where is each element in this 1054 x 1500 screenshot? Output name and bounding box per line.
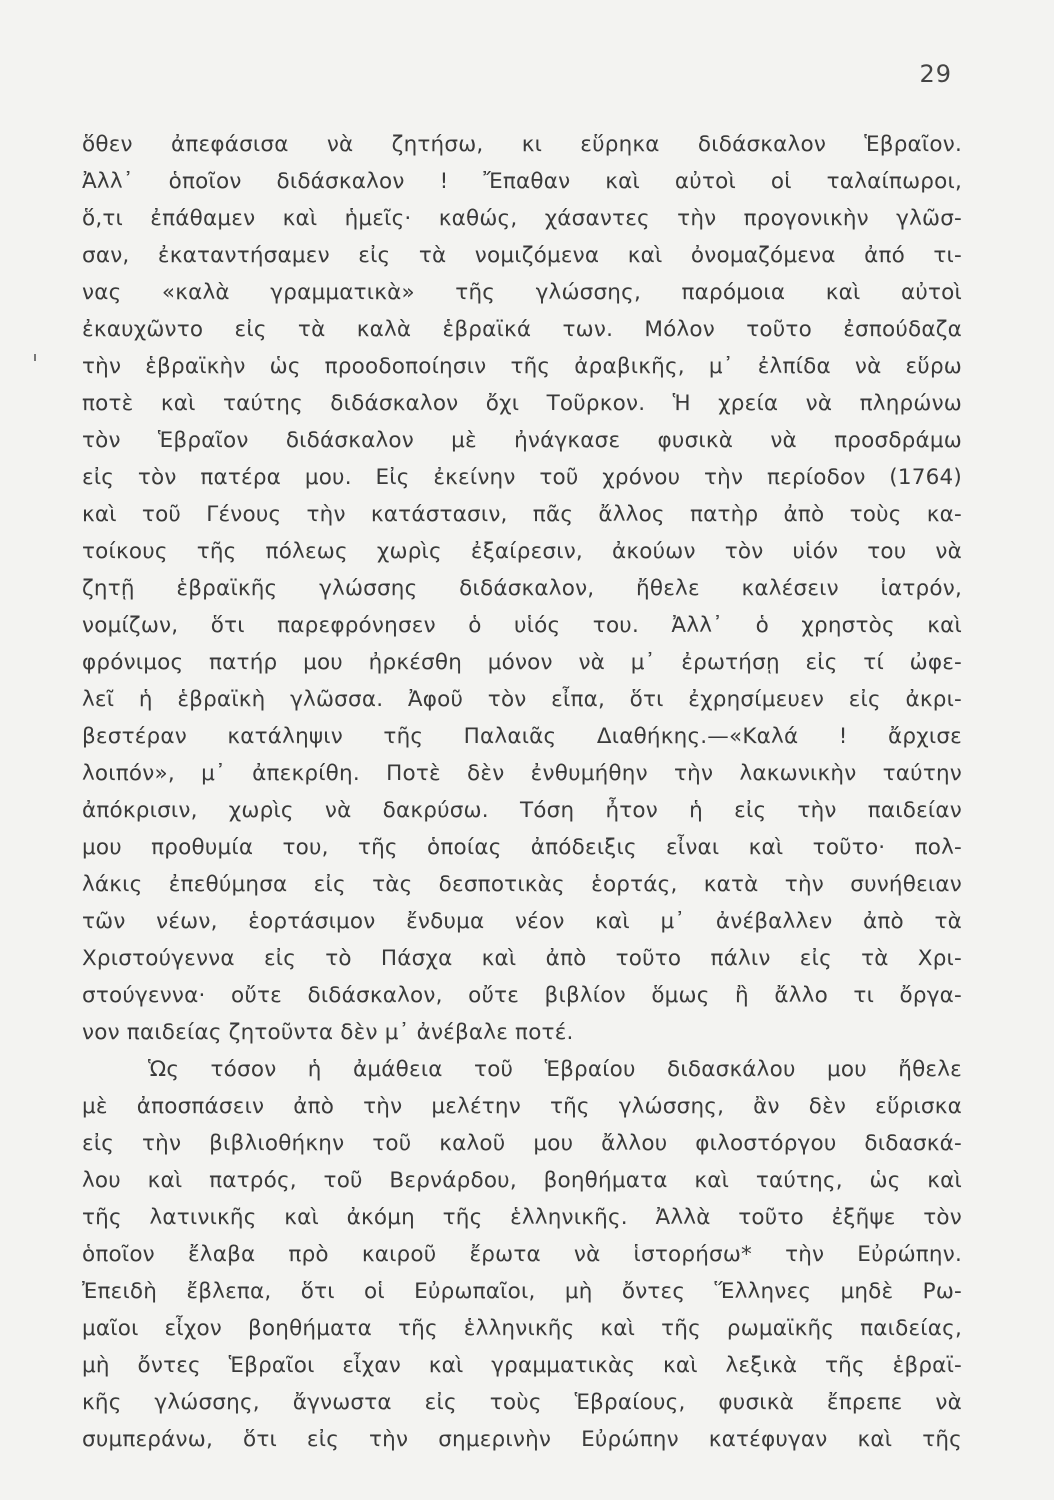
text-line: νον παιδείας ζητοῦντα δὲν μ᾽ ἀνέβαλε ποτέ. bbox=[82, 1020, 574, 1045]
text-line: τῶν νέων, ἑορτάσιμον ἔνδυμα νέον καὶ μ᾽ ἀνέβαλλεν ἀπὸ τὰ bbox=[82, 909, 962, 934]
body-text bbox=[82, 126, 962, 1458]
text-line: Χριστούγεννα εἰς τὸ Πάσχα καὶ ἀπὸ τοῦτο πάλιν εἰς τὰ Χρι- bbox=[82, 946, 962, 971]
paragraph-2 bbox=[82, 1051, 962, 1458]
margin-mark bbox=[34, 354, 36, 361]
text-line: ὅ,τι ἐπάθαμεν καὶ ἡμεῖς· καθώς, χάσαντες τὴν προγονικὴν γλῶσ- bbox=[82, 206, 962, 231]
text-line: τῆς λατινικῆς καὶ ἀκόμη τῆς ἑλληνικῆς. Ἀλλὰ τοῦτο ἐξῆψε τὸν bbox=[82, 1205, 962, 1230]
text-line: λάκις ἐπεθύμησα εἰς τὰς δεσποτικὰς ἑορτάς, κατὰ τὴν συνήθειαν bbox=[82, 872, 962, 897]
text-line: ὅθεν ἀπεφάσισα νὰ ζητήσω, κι εὕρηκα διδάσκαλον Ἑβραῖον. bbox=[82, 132, 962, 157]
text-line: σαν, ἐκαταντήσαμεν εἰς τὰ νομιζόμενα καὶ ὀνομαζόμενα ἀπό τι- bbox=[82, 243, 962, 268]
text-line: Ὡς τόσον ἡ ἀμάθεια τοῦ Ἑβραίου διδασκάλου μου ἤθελε bbox=[148, 1057, 962, 1082]
text-line: νομίζων, ὅτι παρεφρόνησεν ὁ υἱός του. Ἀλλ᾽ ὁ χρηστὸς καὶ bbox=[82, 613, 962, 638]
text-line: ἐκαυχῶντο εἰς τὰ καλὰ ἑβραϊκά των. Μόλον τοῦτο ἐσπούδαζα bbox=[82, 317, 962, 342]
text-line: λου καὶ πατρός, τοῦ Βερνάρδου, βοηθήματα καὶ ταύτης, ὡς καὶ bbox=[82, 1168, 962, 1193]
text-line: μὴ ὄντες Ἑβραῖοι εἶχαν καὶ γραμματικὰς καὶ λεξικὰ τῆς ἑβραϊ- bbox=[82, 1353, 962, 1378]
text-line: ὁποῖον ἔλαβα πρὸ καιροῦ ἔρωτα νὰ ἱστορήσω* τὴν Εὐρώπην. bbox=[82, 1242, 962, 1267]
text-line: τοίκους τῆς πόλεως χωρὶς ἐξαίρεσιν, ἀκούων τὸν υἱόν του νὰ bbox=[82, 539, 962, 564]
text-line: φρόνιμος πατήρ μου ἠρκέσθη μόνον νὰ μ᾽ ἐρωτήσῃ εἰς τί ὠφε- bbox=[82, 650, 962, 675]
text-line: λεῖ ἡ ἑβραϊκὴ γλῶσσα. Ἀφοῦ τὸν εἶπα, ὅτι ἐχρησίμευεν εἰς ἀκρι- bbox=[82, 687, 962, 712]
text-line: εἰς τὴν βιβλιοθήκην τοῦ καλοῦ μου ἄλλου φιλοστόργου διδασκά- bbox=[82, 1131, 962, 1156]
text-line: τὸν Ἑβραῖον διδάσκαλον μὲ ἠνάγκασε φυσικὰ νὰ προσδράμω bbox=[82, 428, 962, 453]
text-line: εἰς τὸν πατέρα μου. Εἰς ἐκείνην τοῦ χρόνου τὴν περίοδον (1764) bbox=[82, 465, 962, 490]
text-line: λοιπόν», μ᾽ ἀπεκρίθη. Ποτὲ δὲν ἐνθυμήθην τὴν λακωνικὴν ταύτην bbox=[82, 761, 962, 786]
text-line: καὶ τοῦ Γένους τὴν κατάστασιν, πᾶς ἄλλος πατὴρ ἀπὸ τοὺς κα- bbox=[82, 502, 962, 527]
text-line: μου προθυμία του, τῆς ὁποίας ἀπόδειξις εἶναι καὶ τοῦτο· πολ- bbox=[82, 835, 962, 860]
text-line: νας «καλὰ γραμματικὰ» τῆς γλώσσης, παρόμοια καὶ αὐτοὶ bbox=[82, 280, 962, 305]
text-line: τὴν ἑβραϊκὴν ὡς προοδοποίησιν τῆς ἀραβικῆς, μ᾽ ἐλπίδα νὰ εὕρω bbox=[82, 354, 962, 379]
page-number: 29 bbox=[919, 60, 952, 88]
text-line: κῆς γλώσσης, ἄγνωστα εἰς τοὺς Ἑβραίους, φυσικὰ ἔπρεπε νὰ bbox=[82, 1390, 962, 1415]
paragraph-1 bbox=[82, 126, 962, 1051]
text-line: στούγεννα· οὔτε διδάσκαλον, οὔτε βιβλίον ὅμως ἢ ἄλλο τι ὄργα- bbox=[82, 983, 962, 1008]
text-line: ἀπόκρισιν, χωρὶς νὰ δακρύσω. Τόση ἦτον ἡ εἰς τὴν παιδείαν bbox=[82, 798, 962, 823]
text-line: βεστέραν κατάληψιν τῆς Παλαιᾶς Διαθήκης.—«Καλά ! ἄρχισε bbox=[82, 724, 962, 749]
text-line: Ἀλλ᾽ ὁποῖον διδάσκαλον ! Ἔπαθαν καὶ αὐτοὶ οἱ ταλαίπωροι, bbox=[82, 169, 962, 194]
text-line: συμπεράνω, ὅτι εἰς τὴν σημερινὴν Εὐρώπην κατέφυγαν καὶ τῆς bbox=[82, 1427, 962, 1452]
text-line: μὲ ἀποσπάσειν ἀπὸ τὴν μελέτην τῆς γλώσσης, ἂν δὲν εὕρισκα bbox=[82, 1094, 962, 1119]
text-line: ζητῇ ἑβραϊκῆς γλώσσης διδάσκαλον, ἤθελε καλέσειν ἰατρόν, bbox=[82, 576, 962, 601]
text-line: Ἐπειδὴ ἔβλεπα, ὅτι οἱ Εὐρωπαῖοι, μὴ ὄντες Ἕλληνες μηδὲ Ρω- bbox=[82, 1279, 962, 1304]
text-line: ποτὲ καὶ ταύτης διδάσκαλον ὄχι Τοῦρκον. Ἡ χρεία νὰ πληρώνω bbox=[82, 391, 962, 416]
text-line: μαῖοι εἶχον βοηθήματα τῆς ἑλληνικῆς καὶ τῆς ρωμαϊκῆς παιδείας, bbox=[82, 1316, 962, 1341]
